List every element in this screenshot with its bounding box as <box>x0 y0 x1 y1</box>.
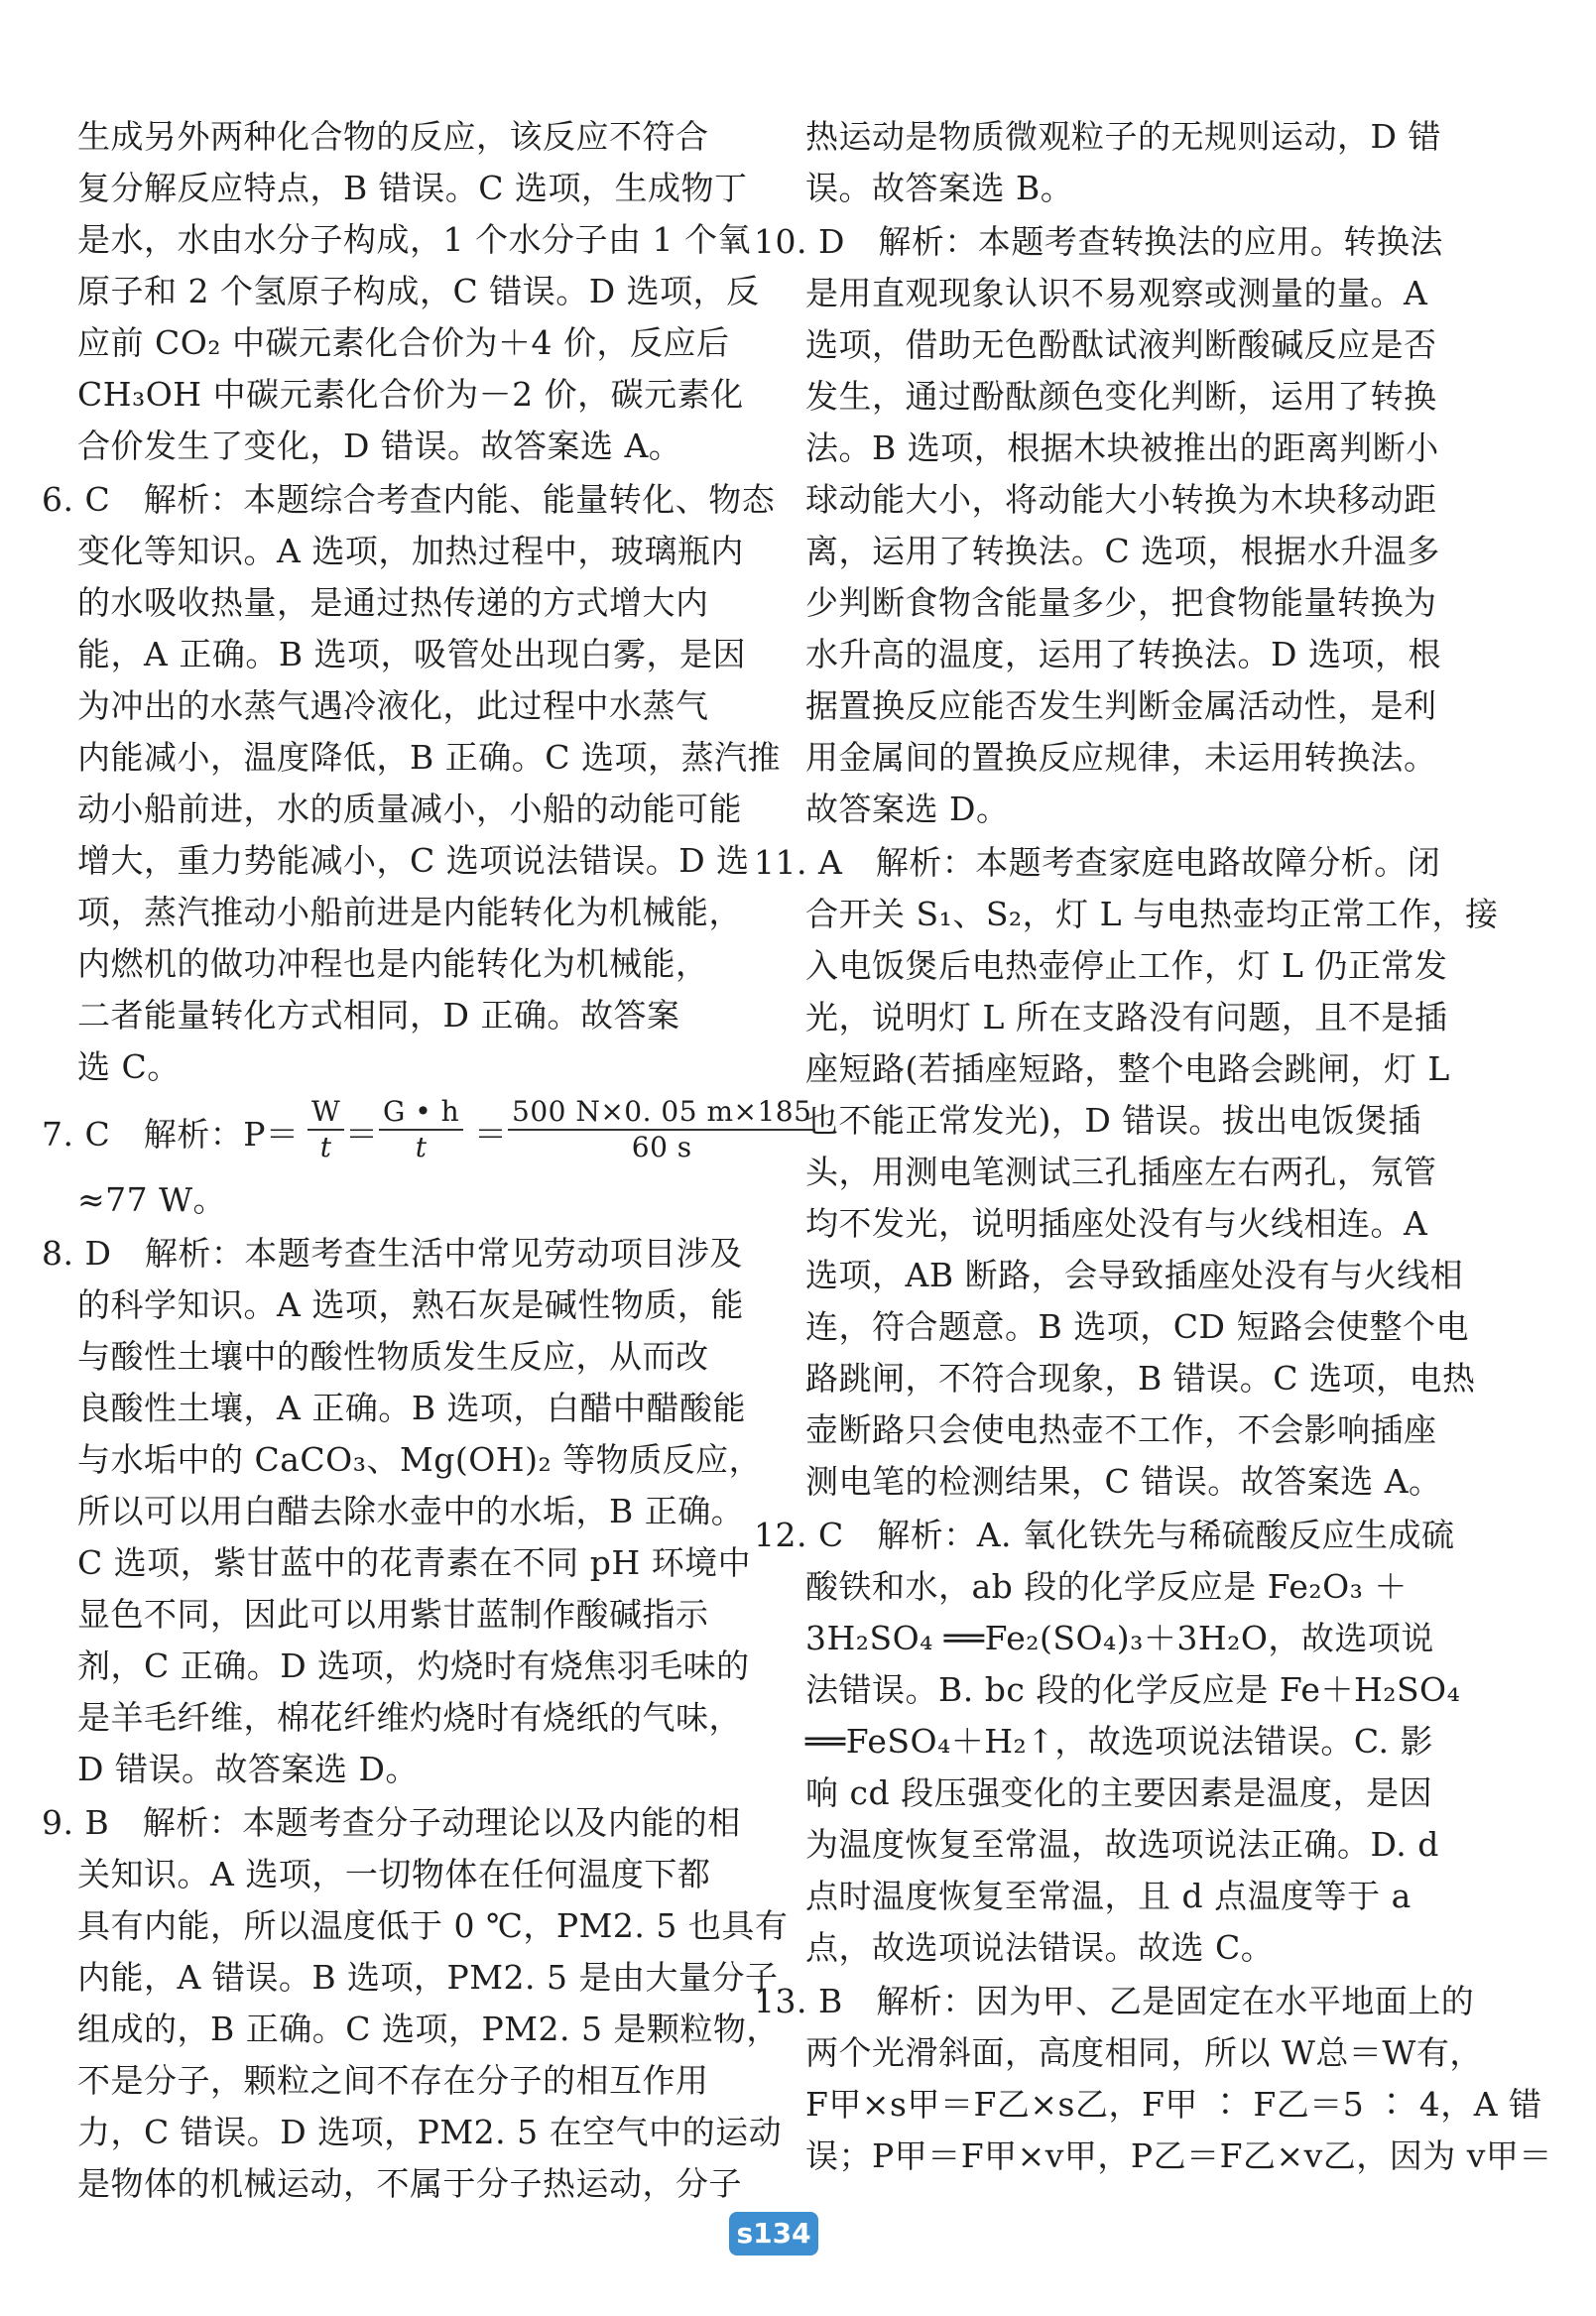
text-line: 据置换反应能否发生判断金属活动性，是利 <box>805 686 1437 725</box>
answer-item-12 <box>754 1510 1500 1974</box>
text-line: 内能，A 错误。B 选项，PM2. 5 是由大量分子 <box>77 1958 779 1997</box>
text-line: CH₃OH 中碳元素化合价为－2 价，碳元素化 <box>77 375 744 414</box>
text-line: 误；P甲＝F甲×v甲，P乙＝F乙×v乙，因为 v甲＝ <box>805 2136 1552 2175</box>
answer-item-13 <box>754 1976 1552 2182</box>
text-line: 故答案选 D。 <box>805 790 1010 828</box>
answer-item-9 <box>42 1797 789 2210</box>
text-line: C 选项，紫甘蓝中的花青素在不同 pH 环境中 <box>77 1543 752 1582</box>
fraction-numerator: 500 N×0. 05 m×185 <box>508 1095 815 1131</box>
text-line: 原子和 2 个氢原子构成，C 错误。D 选项，反 <box>77 272 760 310</box>
text-line: 组成的，B 正确。C 选项，PM2. 5 是颗粒物， <box>77 2010 780 2048</box>
text-line: 是羊毛纤维，棉花纤维灼烧时有烧纸的气味， <box>77 1698 742 1737</box>
right-column <box>754 111 1552 2182</box>
text-line: 误。故答案选 B。 <box>805 169 1074 207</box>
text-line: 11. A 解析：本题考查家庭电路故障分析。闭 <box>754 843 1441 882</box>
text-line: 具有内能，所以温度低于 0 ℃，PM2. 5 也具有 <box>77 1906 789 1945</box>
text-line: 12. C 解析：A. 氧化铁先与稀硫酸反应生成硫 <box>754 1516 1455 1554</box>
text-line: 法错误。B. bc 段的化学反应是 Fe＋H₂SO₄ <box>805 1670 1461 1709</box>
text-line: 也不能正常发光)，D 错误。拔出电饭煲插 <box>805 1101 1421 1140</box>
text-line: 与水垢中的 CaCO₃、Mg(OH)₂ 等物质反应， <box>77 1440 763 1479</box>
intro-continuation <box>77 111 772 472</box>
text-line: 应前 CO₂ 中碳元素化合价为＋4 价，反应后 <box>77 323 730 362</box>
text-line: 光，说明灯 L 所在支路没有问题，且不是插 <box>805 998 1448 1036</box>
text-line: 关知识。A 选项，一切物体在任何温度下都 <box>77 1855 711 1893</box>
text-line: F甲×s甲＝F乙×s乙，F甲 ∶ F乙＝5 ∶ 4，A 错 <box>805 2085 1542 2124</box>
text-line: ══FeSO₄＋H₂↑，故选项说法错误。C. 影 <box>805 1722 1433 1761</box>
text-line: 二者能量转化方式相同，D 正确。故答案 <box>77 996 680 1035</box>
fraction-numerator: W <box>307 1095 344 1131</box>
text-line: 点，故选项说法错误。故选 C。 <box>805 1928 1275 1967</box>
text-line: 水升高的温度，运用了转换法。D 选项，根 <box>805 635 1441 673</box>
text-line: 项，蒸汽推动小船前进是内能转化为机械能， <box>77 893 742 931</box>
fraction-gh-t <box>379 1095 463 1164</box>
text-line: 点时温度恢复至常温，且 d 点温度等于 a <box>805 1877 1412 1915</box>
answer-item-7 <box>42 1095 812 1226</box>
answer-item-11 <box>754 837 1500 1508</box>
text-line: 测电笔的检测结果，C 错误。故答案选 A。 <box>805 1462 1442 1501</box>
equals-sign: ＝ <box>345 1115 379 1154</box>
text-line: 响 cd 段压强变化的主要因素是温度，是因 <box>805 1773 1433 1812</box>
text-line: 力，C 错误。D 选项，PM2. 5 在空气中的运动 <box>77 2113 783 2151</box>
text-line: 酸铁和水，ab 段的化学反应是 Fe₂O₃ ＋ <box>805 1567 1408 1606</box>
text-line: 变化等知识。A 选项，加热过程中，玻璃瓶内 <box>77 532 744 570</box>
text-line: 的水吸收热量，是通过热传递的方式增大内 <box>77 583 709 622</box>
text-line: 均不发光，说明插座处没有与火线相连。A <box>805 1204 1428 1243</box>
text-line: 是水，水由水分子构成，1 个水分子由 1 个氧 <box>77 220 751 259</box>
fraction-w-t <box>307 1095 344 1164</box>
text-line: 球动能大小，将动能大小转换为木块移动距 <box>805 480 1437 519</box>
left-column <box>42 111 812 2210</box>
text-line: 离，运用了转换法。C 选项，根据水升温多 <box>805 532 1440 570</box>
text-line: 增大，重力势能减小，C 选项说法错误。D 选 <box>77 841 750 880</box>
text-line: 6. C 解析：本题综合考查内能、能量转化、物态 <box>42 480 776 519</box>
text-line: 选 C。 <box>77 1047 181 1086</box>
text-line: 剂，C 正确。D 选项，灼烧时有烧焦羽毛味的 <box>77 1646 750 1685</box>
text-line: 法。B 选项，根据木块被推出的距离判断小 <box>805 428 1439 467</box>
answer-item-10 <box>754 216 1500 835</box>
fraction-denominator: t <box>415 1131 428 1163</box>
text-line: 为温度恢复至常温，故选项说法正确。D. d <box>805 1825 1439 1864</box>
text-line: 动小船前进，水的质量减小，小船的动能可能 <box>77 790 742 828</box>
text-line: 复分解反应特点，B 错误。C 选项，生成物丁 <box>77 169 748 207</box>
text-line: 生成另外两种化合物的反应，该反应不符合 <box>77 117 709 156</box>
text-line: D 错误。故答案选 D。 <box>77 1750 419 1788</box>
text-line: 13. B 解析：因为甲、乙是固定在水平地面上的 <box>754 1982 1475 2020</box>
text-line: 入电饭煲后电热壶停止工作，灯 L 仍正常发 <box>805 946 1448 985</box>
page-number-badge: s134 <box>729 2212 818 2255</box>
formula-result: ≈77 W。 <box>77 1180 227 1219</box>
fraction-values <box>508 1095 815 1164</box>
answer-item-8 <box>42 1228 772 1795</box>
text-line: 是用直观现象认识不易观察或测量的量。A <box>805 274 1428 312</box>
text-line: 9. B 解析：本题考查分子动理论以及内能的相 <box>42 1803 741 1842</box>
text-line: 少判断食物含能量多少，把食物能量转换为 <box>805 583 1437 622</box>
fraction-numerator: G • h <box>379 1095 463 1131</box>
power-formula <box>42 1095 812 1174</box>
fraction-denominator: t <box>319 1131 332 1163</box>
answer-item-6 <box>42 474 781 1093</box>
text-line: 显色不同，因此可以用紫甘蓝制作酸碱指示 <box>77 1595 709 1634</box>
formula-prefix: 7. C 解析：P＝ <box>42 1115 300 1154</box>
text-line: 用金属间的置换反应规律，未运用转换法。 <box>805 738 1437 777</box>
equals-sign: ＝ <box>474 1115 508 1154</box>
text-line: 能，A 正确。B 选项，吸管处出现白雾，是因 <box>77 635 747 673</box>
text-line: 为冲出的水蒸气遇冷液化，此过程中水蒸气 <box>77 686 709 725</box>
text-line: 是物体的机械运动，不属于分子热运动，分子 <box>77 2164 742 2203</box>
text-line: 发生，通过酚酞颜色变化判断，运用了转换 <box>805 377 1437 416</box>
text-line: 头，用测电笔测试三孔插座左右两孔，氖管 <box>805 1153 1437 1191</box>
text-line: 不是分子，颗粒之间不存在分子的相互作用 <box>77 2061 709 2100</box>
text-line: 热运动是物质微观粒子的无规则运动，D 错 <box>805 117 1441 156</box>
text-line: 与酸性土壤中的酸性物质发生反应，从而改 <box>77 1337 709 1376</box>
text-line: 内能减小，温度降低，B 正确。C 选项，蒸汽推 <box>77 738 781 777</box>
fraction-denominator: 60 s <box>631 1131 692 1163</box>
text-line: 选项，AB 断路，会导致插座处没有与火线相 <box>805 1256 1464 1294</box>
text-line: 合开关 S₁、S₂，灯 L 与电热壶均正常工作，接 <box>805 895 1499 933</box>
text-line: 连，符合题意。B 选项，CD 短路会使整个电 <box>805 1307 1469 1346</box>
text-line: 壶断路只会使电热壶不工作，不会影响插座 <box>805 1410 1437 1449</box>
text-line: 良酸性土壤，A 正确。B 选项，白醋中醋酸能 <box>77 1389 747 1427</box>
item-9-continuation <box>805 111 1500 214</box>
text-line: 10. D 解析：本题考查转换法的应用。转换法 <box>754 222 1443 261</box>
text-line: 合价发生了变化，D 错误。故答案选 A。 <box>77 427 682 465</box>
text-line: 8. D 解析：本题考查生活中常见劳动项目涉及 <box>42 1234 743 1273</box>
text-line: 座短路(若插座短路，整个电路会跳闸，灯 L <box>805 1049 1450 1088</box>
text-line: 路跳闸，不符合现象，B 错误。C 选项，电热 <box>805 1359 1476 1398</box>
text-line: 所以可以用白醋去除水壶中的水垢，B 正确。 <box>77 1492 745 1530</box>
text-line: 选项，借助无色酚酞试液判断酸碱反应是否 <box>805 325 1437 364</box>
text-line: 两个光滑斜面，高度相同，所以 W总＝W有， <box>805 2033 1483 2072</box>
text-line: 3H₂SO₄ ══Fe₂(SO₄)₃＋3H₂O，故选项说 <box>805 1619 1434 1657</box>
text-line: 的科学知识。A 选项，熟石灰是碱性物质，能 <box>77 1285 744 1324</box>
text-line: 内燃机的做功冲程也是内能转化为机械能， <box>77 944 709 983</box>
